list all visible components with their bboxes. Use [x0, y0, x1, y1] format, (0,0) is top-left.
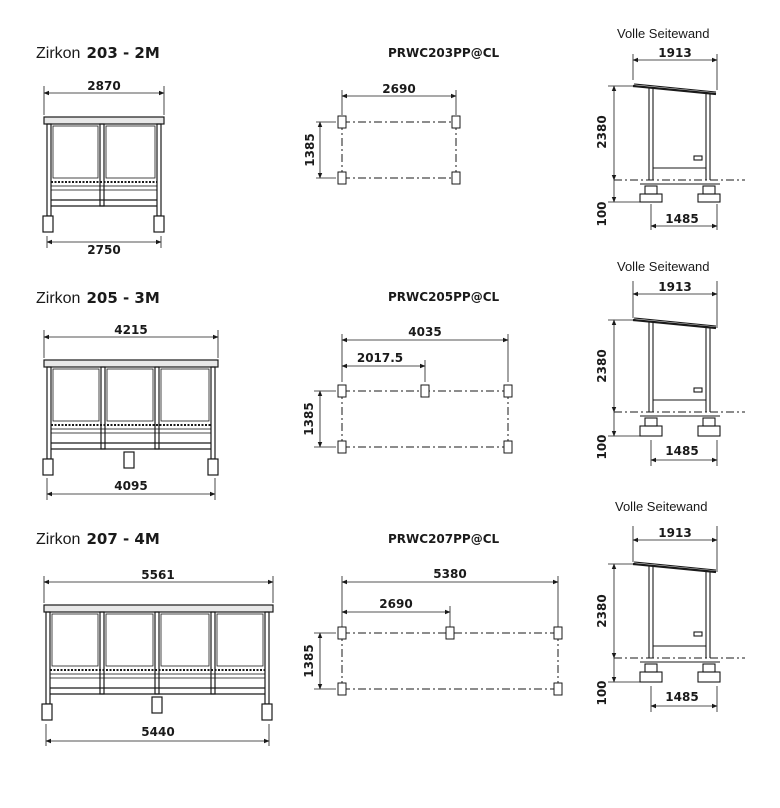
- row3-side-height-label: 2380: [595, 594, 609, 628]
- row2-side-top-label: 1913: [658, 280, 692, 294]
- row1-front-span-label: 2750: [87, 243, 121, 257]
- row1-front-width-label: 2870: [87, 79, 121, 93]
- row1-product-code: PRWC203PP@CL: [388, 46, 500, 60]
- row2-side-base-label: 1485: [665, 444, 699, 458]
- row1-side-view: [608, 54, 745, 230]
- row2-product-code: PRWC205PP@CL: [388, 290, 500, 304]
- row3-side-label: Volle Seitewand: [615, 499, 708, 514]
- row1-model: 203 - 2M: [86, 44, 160, 62]
- row2-plan-depth-label: 1385: [302, 402, 316, 436]
- row3-side-base-label: 1485: [665, 690, 699, 704]
- row3-model: 207 - 4M: [86, 530, 160, 548]
- row2-brand: Zirkon: [36, 290, 81, 307]
- row3-front-span-label: 5440: [141, 725, 175, 739]
- row2-front-span-label: 4095: [114, 479, 148, 493]
- row2-side-height-label: 2380: [595, 349, 609, 383]
- row3-side-top-label: 1913: [658, 526, 692, 540]
- row1-side-foundation-label: 100: [595, 201, 609, 227]
- row1-plan-view: [316, 90, 460, 184]
- row3-plan-width-label: 5380: [433, 567, 467, 581]
- row2-side-foundation-label: 100: [595, 434, 609, 460]
- row3-product-code: PRWC207PP@CL: [388, 532, 500, 546]
- row1-side-label: Volle Seitewand: [617, 26, 710, 41]
- row2-plan-width-label: 4035: [408, 325, 442, 339]
- row2-front-width-label: 4215: [114, 323, 148, 337]
- row2-side-label: Volle Seitewand: [617, 259, 710, 274]
- row3-brand: Zirkon: [36, 531, 81, 548]
- row3-front-elevation: [42, 576, 273, 746]
- row2-plan-mid-label: 2017.5: [356, 351, 404, 365]
- row3-front-width-label: 5561: [141, 568, 175, 582]
- row3-plan-depth-label: 1385: [302, 644, 316, 678]
- row1-side-height-label: 2380: [595, 115, 609, 149]
- row1-plan-depth-label: 1385: [303, 133, 317, 167]
- row3-side-view: [608, 526, 745, 712]
- row1-front-elevation: [43, 86, 164, 248]
- row2-plan-view: [314, 334, 512, 453]
- row3-side-foundation-label: 100: [595, 680, 609, 706]
- row3-plan-view: [314, 576, 562, 695]
- row2-model: 205 - 3M: [86, 289, 160, 307]
- row2-front-elevation: [43, 330, 218, 500]
- row1-brand: Zirkon: [36, 45, 81, 62]
- row1-side-base-label: 1485: [665, 212, 699, 226]
- row3-plan-mid-label: 2690: [379, 597, 413, 611]
- row2-side-view: [608, 281, 745, 466]
- row1-side-top-label: 1913: [658, 46, 692, 60]
- row1-plan-width-label: 2690: [382, 82, 416, 96]
